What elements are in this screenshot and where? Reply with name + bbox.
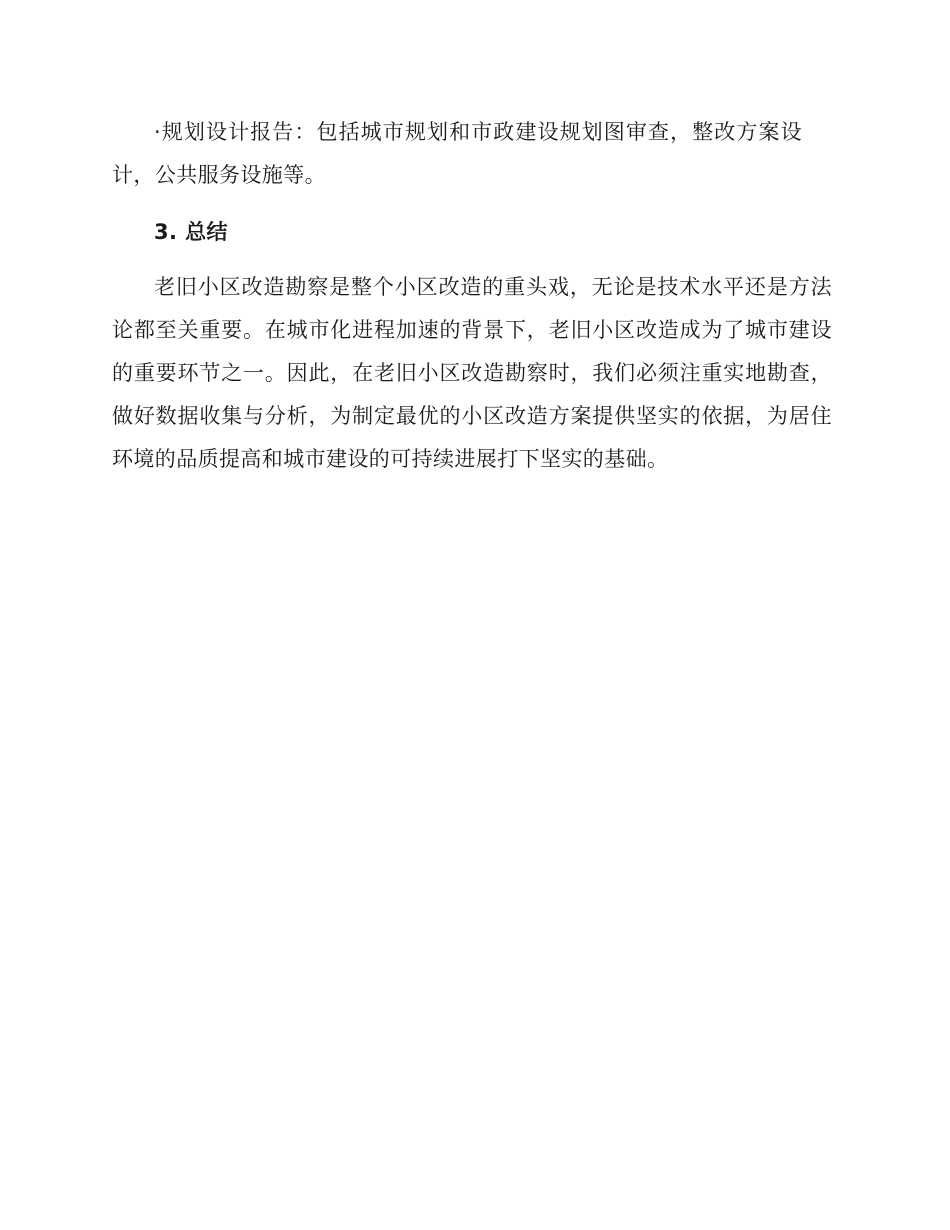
section-heading-summary: 3. 总结 — [154, 220, 228, 244]
bullet-item-planning-report: ·规划设计报告：包括城市规划和市政建设规划图审查，整改方案设计，公共服务设施等。 — [112, 120, 802, 187]
summary-paragraph: 老旧小区改造勘察是整个小区改造的重头戏，无论是技术水平还是方法论都至关重要。在城市化进程加速的背景下，老旧小区改造成为了城市建设的重要环节之一。因此，在老旧小区改造勘察时，我们必须注重实地勘查，做好数据收集与分析，为制定最优的小区改造方案提供坚实的依据，为居住环境的品质提高和城市建设的可持续进展打下坚实的基础。 — [112, 275, 832, 471]
document-body — [112, 111, 832, 481]
